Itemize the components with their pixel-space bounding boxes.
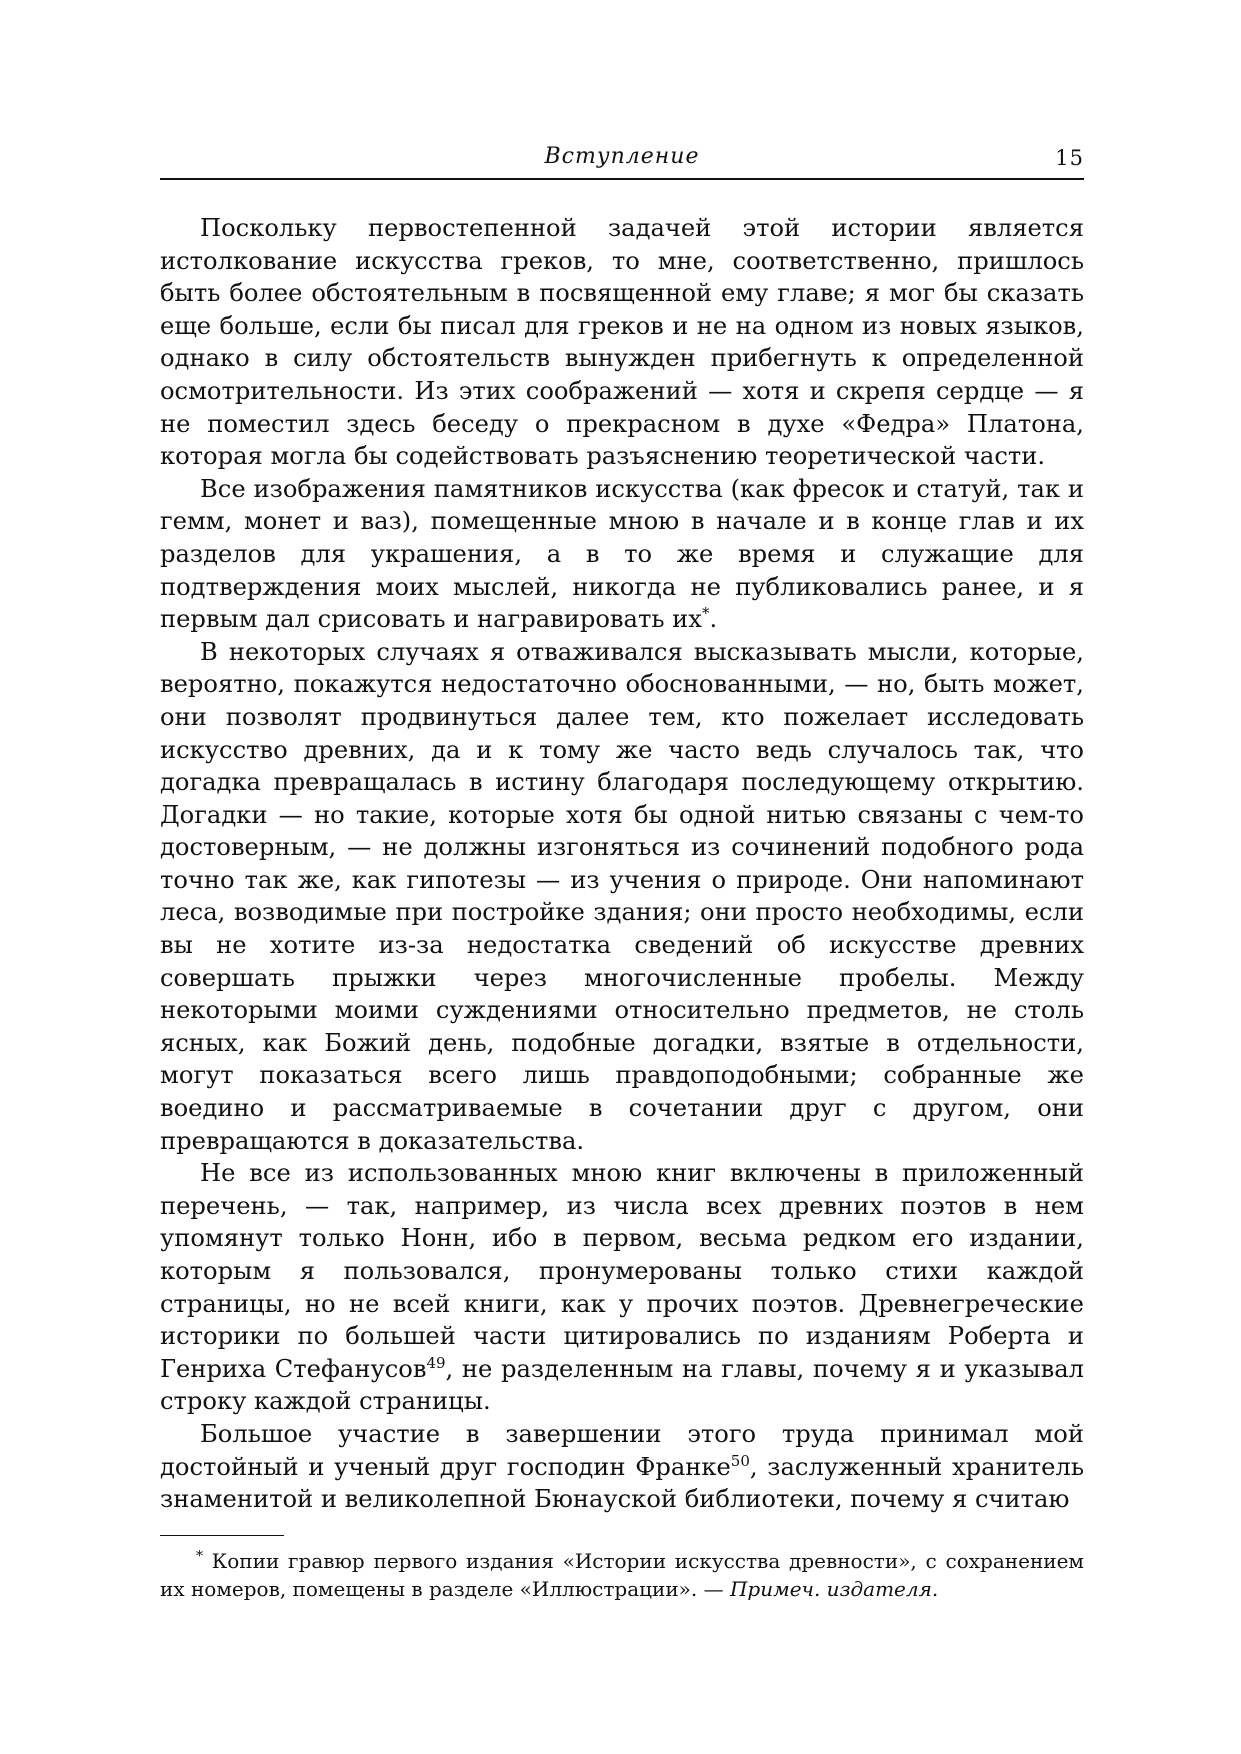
paragraph-text: Все изображения памятников искусства (как фресок и статуй, так и гемм, монет и ваз), помещенные мною в начале и в конце глав и их разделов для украшения, а в то же время и служащие для подтверждения моих мыслей, никогда не публиковались ранее, и я первым дал срисовать и награвировать их bbox=[160, 474, 1084, 634]
endnote-ref[interactable]: 50 bbox=[730, 1451, 750, 1470]
footnote-separator bbox=[160, 1535, 284, 1536]
endnote-ref[interactable]: 49 bbox=[426, 1353, 446, 1372]
main-text bbox=[160, 212, 1084, 1516]
paragraph bbox=[160, 1157, 1084, 1418]
header-rule bbox=[160, 178, 1084, 180]
paragraph-text: Большое участие в завершении этого труда принимал мой достойный и ученый друг господин Франке bbox=[160, 1419, 1084, 1481]
paragraph bbox=[160, 212, 1084, 473]
running-title: Вступление bbox=[544, 144, 700, 169]
paragraph bbox=[160, 636, 1084, 1158]
paragraph-text: Поскольку первостепенной задачей этой истории является истолкование искусства греков, то мне, соответственно, пришлось быть более обстоятельным в посвященной ему главе; я мог бы сказать еще больше, если бы писал для греков и не на одном из новых языков, однако в силу обстоятельств вынужден прибегнуть к определенной осмотрительности. Из этих соображений — хотя и скрепя сердце — я не поместил здесь беседу о прекрасном в духе «Федра» Платона, которая могла бы содействовать разъяснению теоретической части. bbox=[160, 214, 1084, 471]
page-header bbox=[160, 138, 1084, 178]
paragraph-text: . bbox=[709, 605, 718, 634]
paragraph-text: , заслуженный хранитель знаменитой и великолепной Бюнауской библиотеки, почему я считаю bbox=[160, 1452, 1084, 1514]
paragraph-text: , не разделенным на главы, почему я и указывал строку каждой страницы. bbox=[160, 1354, 1084, 1416]
footnote bbox=[160, 1547, 1084, 1603]
paragraph bbox=[160, 473, 1084, 636]
paragraph bbox=[160, 1418, 1084, 1516]
footnote-mark: * bbox=[196, 1548, 203, 1565]
page-number: 15 bbox=[1055, 146, 1084, 170]
paragraph-text: В некоторых случаях я отваживался высказывать мысли, которые, вероятно, покажутся недостаточно обоснованными, — но, быть может, они позволят продвинуться далее тем, кто пожелает исследовать искусство древних, да и к тому же часто ведь случалось так, что догадка превращалась в истину благодаря последующему открытию. Догадки — но такие, которые хотя бы одной нитью связаны с чем-то достоверным, — не должны изгоняться из сочинений подобного рода точно так же, как гипотезы — из учения о природе. Они напоминают леса, возводимые при постройке здания; они просто необходимы, если вы не хотите из-за недостатка сведений об искусстве древних совершать прыжки через многочисленные пробелы. Между некоторыми моими суждениями относительно предметов, не столь ясных, как Божий день, подобные догадки, взятые в отдельности, могут показаться всего лишь правдоподобными; собранные же воедино и рассматриваемые в сочетании друг с другом, они превращаются в доказательства. bbox=[160, 637, 1084, 1155]
footnote-text: Копии гравюр первого издания «Истории искусства древности», с сохранением их номеров, помещены в разделе «Иллюстрации». — bbox=[160, 1549, 1084, 1601]
paragraph-text: Не все из использованных мною книг включены в приложенный перечень, — так, например, из числа всех древних поэтов в нем упомянут только Нонн, ибо в первом, весьма редком его издании, которым я пользовался, пронумерованы только стихи каждой страницы, но не всей книги, как у прочих поэтов. Древнегреческие историки по большей части цитировались по изданиям Роберта и Генриха Стефанусов bbox=[160, 1159, 1084, 1383]
footnote-editor-note: Примеч. издателя. bbox=[729, 1577, 939, 1601]
footnote-ref[interactable]: * bbox=[701, 604, 710, 623]
